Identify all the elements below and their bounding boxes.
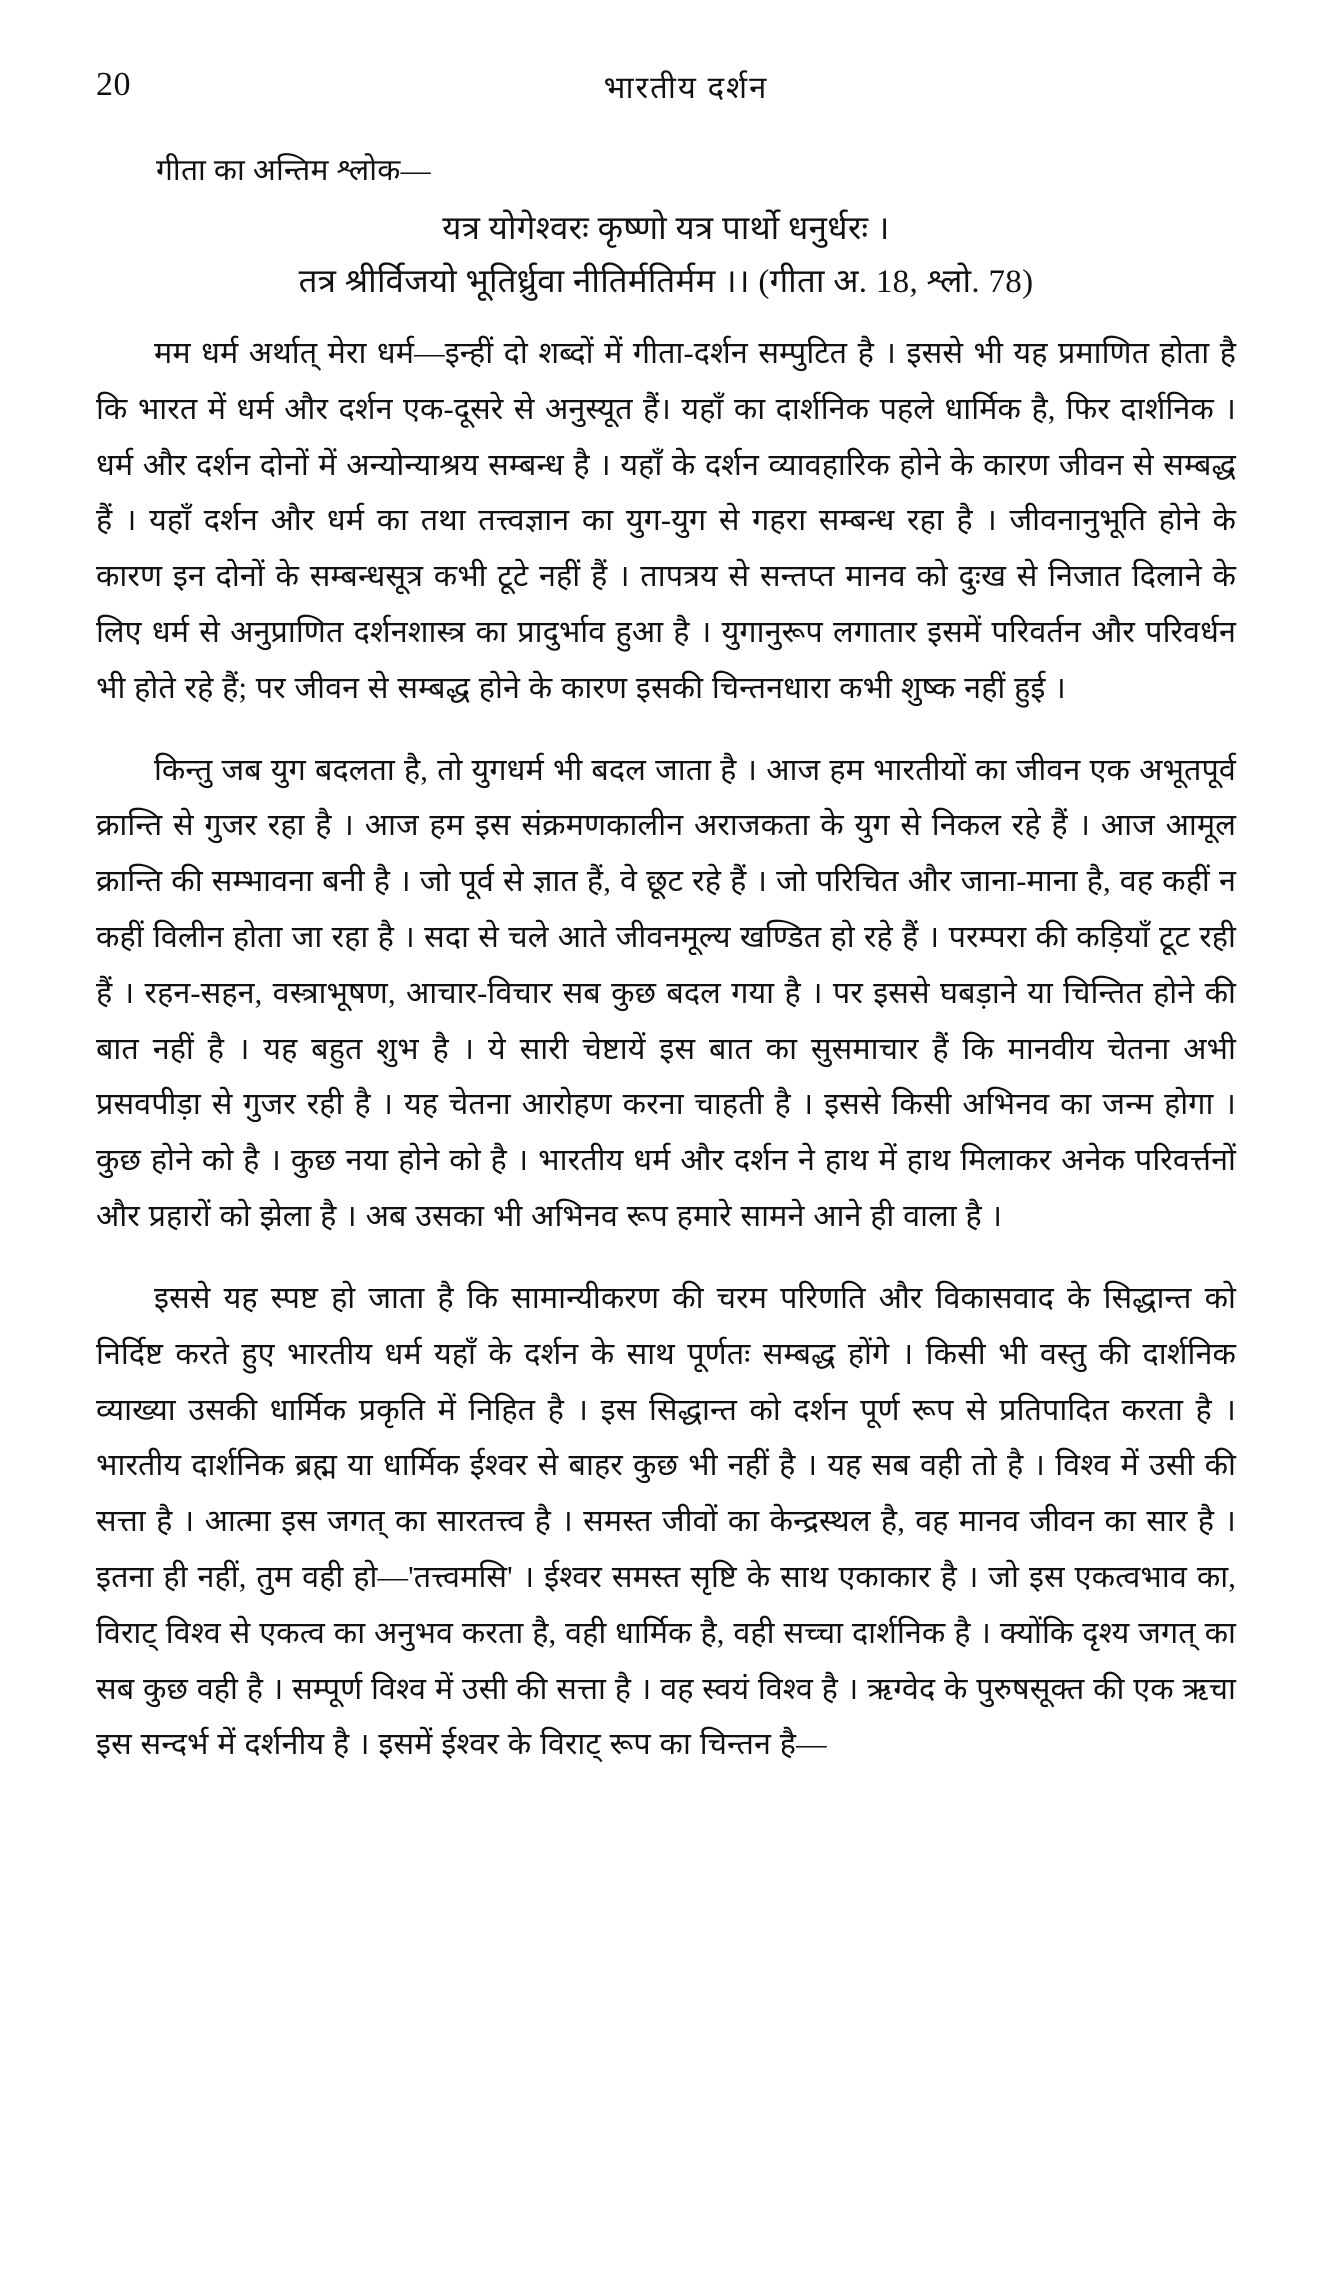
verse-line-1: यत्र योगेश्वरः कृष्णो यत्र पार्थो धनुर्धरः ।	[442, 211, 890, 247]
verse-intro-line: गीता का अन्तिम श्लोक—	[156, 154, 431, 187]
sanskrit-verse	[96, 203, 1236, 310]
paragraph-2	[96, 743, 1236, 1245]
paragraph-3-text: इससे यह स्पष्ट हो जाता है कि सामान्यीकरण की चरम परिणति और विकासवाद के सिद्धान्त को निर्दिष्ट करते हुए भारतीय धर्म यहाँ के दर्शन के साथ पूर्णतः सम्बद्ध होंगे । किसी भी वस्तु की दार्शनिक व्याख्या उसकी धार्मिक प्रकृति में निहित है । इस सिद्धान्त को दर्शन पूर्ण रूप से प्रतिपादित करता है । भारतीय दार्शनिक ब्रह्म या धार्मिक ईश्वर से बाहर कुछ भी नहीं है । यह सब वही तो है । विश्व में उसी की सत्ता है । आत्मा इस जगत् का सारतत्त्व है । समस्त जीवों का केन्द्रस्थल है, वह मानव जीवन का सार है । इतना ही नहीं, तुम वही हो—'तत्त्वमसि' । ईश्वर समस्त सृष्टि के साथ एकाकार है । जो इस एकत्वभाव का, विराट् विश्व से एकत्व का अनुभव करता है, वही धार्मिक है, वही सच्चा दार्शनिक है । क्योंकि दृश्य जगत् का सब कुछ वही है । सम्पूर्ण विश्व में उसी की सत्ता है । वह स्वयं विश्व है । ऋग्वेद के पुरुषसूक्त की एक ऋचा इस सन्दर्भ में दर्शनीय है । इसमें ईश्वर के विराट् रूप का चिन्तन है—	[96, 1280, 1236, 1762]
paragraph-1	[96, 326, 1236, 717]
paragraph-1-text: मम धर्म अर्थात् मेरा धर्म—इन्हीं दो शब्दों में गीता-दर्शन सम्पुटित है । इससे भी यह प्रमाणित होता है कि भारत में धर्म और दर्शन एक-दूसरे से अनुस्यूत हैं। यहाँ का दार्शनिक पहले धार्मिक है, फिर दार्शनिक । धर्म और दर्शन दोनों में अन्योन्याश्रय सम्बन्ध है । यहाँ के दर्शन व्यावहारिक होने के कारण जीवन से सम्बद्ध हैं । यहाँ दर्शन और धर्म का तथा तत्त्वज्ञान का युग-युग से गहरा सम्बन्ध रहा है । जीवनानुभूति होने के कारण इन दोनों के सम्बन्धसूत्र कभी टूटे नहीं हैं । तापत्रय से सन्तप्त मानव को दुःख से निजात दिलाने के लिए धर्म से अनुप्राणित दर्शनशास्त्र का प्रादुर्भाव हुआ है । युगानुरूप लगातार इसमें परिवर्तन और परिवर्धन भी होते रहे हैं; पर जीवन से सम्बद्ध होने के कारण इसकी चिन्तनधारा कभी शुष्क नहीं हुई ।	[96, 335, 1236, 705]
page-header	[96, 56, 1236, 126]
paragraph-3	[96, 1271, 1236, 1773]
paragraph-2-text: किन्तु जब युग बदलता है, तो युगधर्म भी बदल जाता है । आज हम भारतीयों का जीवन एक अभूतपूर्व क्रान्ति से गुजर रहा है । आज हम इस संक्रमणकालीन अराजकता के युग से निकल रहे हैं । आज आमूल क्रान्ति की सम्भावना बनी है । जो पूर्व से ज्ञात हैं, वे छूट रहे हैं । जो परिचित और जाना-माना है, वह कहीं न कहीं विलीन होता जा रहा है । सदा से चले आते जीवनमूल्य खण्डित हो रहे हैं । परम्परा की कड़ियाँ टूट रही हैं । रहन-सहन, वस्त्राभूषण, आचार-विचार सब कुछ बदल गया है । पर इससे घबड़ाने या चिन्तित होने की बात नहीं है । यह बहुत शुभ है । ये सारी चेष्टायें इस बात का सुसमाचार हैं कि मानवीय चेतना अभी प्रसवपीड़ा से गुजर रही है । यह चेतना आरोहण करना चाहती है । इससे किसी अभिनव का जन्म होगा । कुछ होने को है । कुछ नया होने को है । भारतीय धर्म और दर्शन ने हाथ में हाथ मिलाकर अनेक परिवर्त्तनों और प्रहारों को झेला है । अब उसका भी अभिनव रूप हमारे सामने आने ही वाला है ।	[96, 752, 1236, 1234]
running-title: भारतीय दर्शन	[603, 70, 769, 105]
page-number: 20	[96, 66, 131, 103]
verse-line-2: तत्र श्रीर्विजयो भूतिर्ध्रुवा नीतिर्मतिर्मम ।। (गीता अ. 18, श्लो. 78)	[298, 264, 1034, 301]
